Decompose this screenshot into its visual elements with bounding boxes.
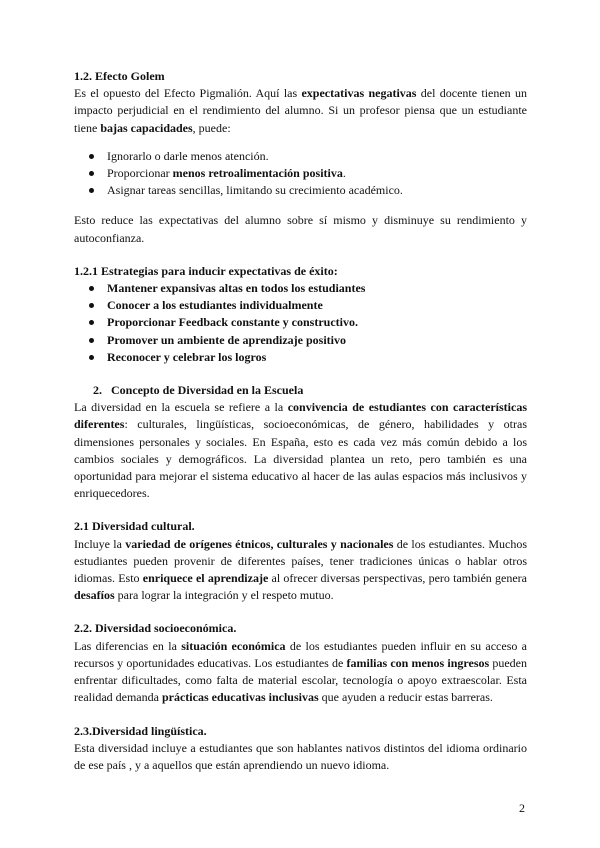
golem-effects-list xyxy=(74,148,527,200)
section-heading-estrategias: 1.2.1 Estrategias para inducir expectativas de éxito: xyxy=(74,263,338,278)
list-item: Ignorarlo o darle menos atención. xyxy=(87,148,527,165)
paragraph-golem-conclusion: Esto reduce las expectativas del alumno sobre sí mismo y disminuye su rendimiento y autoconfianza. xyxy=(74,213,527,245)
bullet-icon xyxy=(89,355,94,360)
list-item: Conocer a los estudiantes individualmente xyxy=(87,297,527,314)
list-item: Promover un ambiente de aprendizaje positivo xyxy=(87,332,527,349)
section-heading-concepto-diversidad: 2. Concepto de Diversidad en la Escuela xyxy=(74,382,527,399)
bullet-icon xyxy=(89,303,94,308)
bullet-icon xyxy=(89,320,94,325)
paragraph-efecto-golem-intro xyxy=(74,85,527,137)
section-number: 2. xyxy=(93,383,102,398)
document-page xyxy=(74,68,527,774)
bullet-icon xyxy=(89,338,94,343)
list-item: Proporcionar Feedback constante y constructivo. xyxy=(87,314,527,331)
section-heading-efecto-golem: 1.2. Efecto Golem xyxy=(74,69,165,83)
text-run: Es el opuesto del Efecto Pigmalión. Aquí las xyxy=(74,86,302,101)
list-item: Reconocer y celebrar los logros xyxy=(87,349,527,366)
bold-run: bajas capacidades xyxy=(100,120,193,135)
paragraph-diversidad-linguistica: Esta diversidad incluye a estudiantes que son hablantes nativos distintos del idioma ordinario de ese país , y a aquellos que están aprendiendo un nuevo idioma. xyxy=(74,740,527,772)
section-heading-diversidad-cultural: 2.1 Diversidad cultural. xyxy=(74,519,195,534)
paragraph-concepto-diversidad: La diversidad en la escuela se refiere a la convivencia de estudiantes con características diferentes: culturales, lingüísticas, socioeconómicas, de género, habilidades y otras dimensiones personales y sociales. En España, esto es cada vez más común debido a los cambios sociales y demográficos. La diversidad plantea un reto, pero también es una oportunidad para mejorar el sistema educativo al hacer de las aulas espacios más inclusivos y enriquecedores. xyxy=(74,400,527,501)
list-item: Mantener expansivas altas en todos los estudiantes xyxy=(87,280,527,297)
section-heading-diversidad-linguistica: 2.3.Diversidad lingüística. xyxy=(74,723,207,738)
paragraph-diversidad-socioeconomica: Las diferencias en la situación económica de los estudiantes pueden influir en su acceso a recursos y oportunidades educativas. Los estudiantes de familias con menos ingresos pueden enfrentar dificultades, como falta de material escolar, tecnología o apoyo extraescolar. Esta realidad demanda prácticas educativas inclusivas que ayuden a reducir estas barreras. xyxy=(74,638,528,705)
text-run: , puede: xyxy=(192,120,231,135)
bullet-icon xyxy=(89,171,94,176)
strategies-list xyxy=(74,280,527,366)
paragraph-diversidad-cultural: Incluye la variedad de orígenes étnicos, culturales y nacionales de los estudiantes. Muchos estudiantes pueden provenir de diferentes países, tener tradiciones únicas o hablar otros idiomas. Esto enriquece el aprendizaje al ofrecer diversas perspectivas, pero también genera desafíos para lograr la integración y el respeto mutuo. xyxy=(74,536,527,603)
section-heading-diversidad-socioeconomica: 2.2. Diversidad socioeconómica. xyxy=(74,621,237,636)
list-item: Asignar tareas sencillas, limitando su crecimiento académico. xyxy=(87,182,527,199)
bullet-icon xyxy=(89,188,94,193)
bullet-icon xyxy=(89,154,94,159)
bold-run: expectativas negativas xyxy=(301,86,417,101)
bullet-icon xyxy=(89,286,94,291)
page-number: 2 xyxy=(519,801,525,815)
list-item: Proporcionar menos retroalimentación positiva. xyxy=(87,165,527,182)
text-run: del docente tienen un impacto perjudicial en el rendimiento del alumno. Si un profesor piensa que un estudiante tiene xyxy=(74,86,528,135)
